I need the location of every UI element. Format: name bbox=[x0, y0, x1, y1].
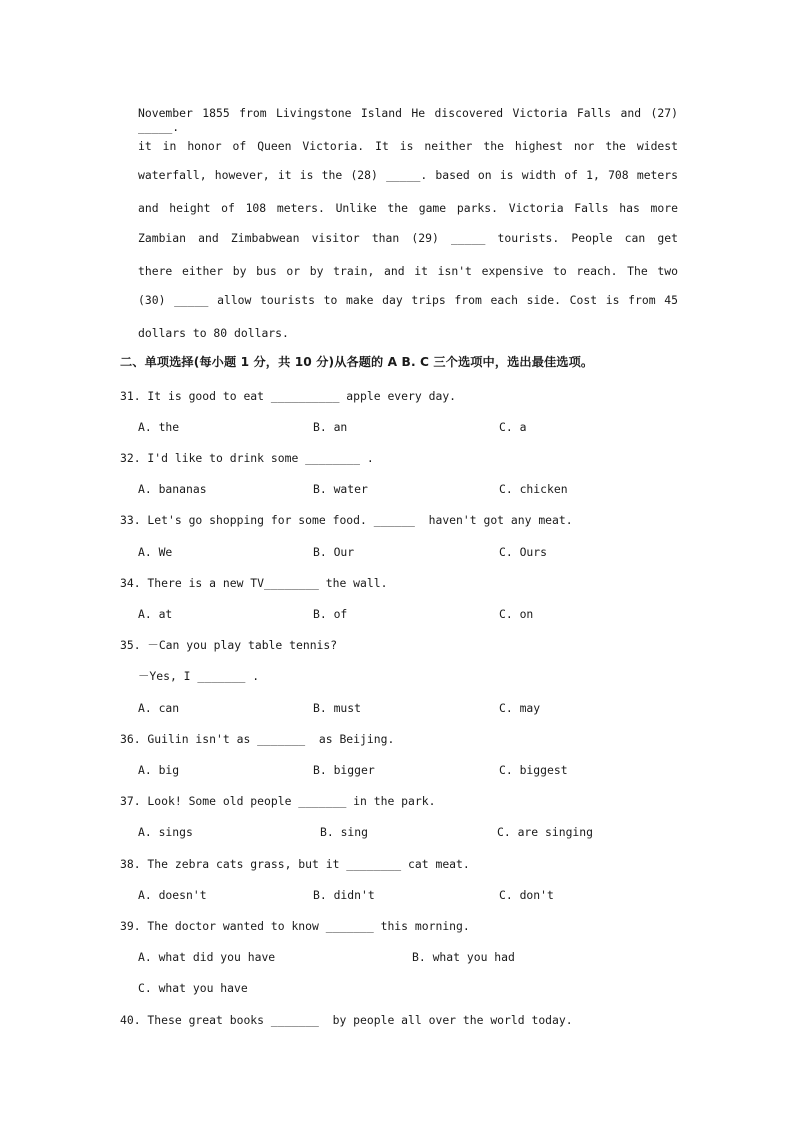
passage-line: (30) _____ allow tourists to make day trips from each side. Cost is from 45 bbox=[138, 293, 678, 307]
question-stem: 33. Let's go shopping for some food. ______ haven't got any meat. bbox=[120, 513, 573, 527]
option-c: C. what you have bbox=[138, 981, 248, 995]
option-b: B. sing bbox=[320, 825, 369, 839]
question-stem: 35. －Can you play table tennis? bbox=[120, 638, 338, 652]
option-a: A. the bbox=[138, 420, 180, 434]
passage-line: Zambian and Zimbabwean visitor than (29) _____ tourists. People can get bbox=[138, 231, 678, 245]
option-a: A. what did you have bbox=[138, 950, 276, 964]
question-stem: 34. There is a new TV________ the wall. bbox=[120, 576, 388, 590]
passage-line: there either by bus or by train, and it isn't expensive to reach. The two bbox=[138, 264, 678, 278]
question-stem: 37. Look! Some old people _______ in the park. bbox=[120, 794, 436, 808]
question-stem: 40. These great books _______ by people all over the world today. bbox=[120, 1013, 573, 1027]
question-stem: 38. The zebra cats grass, but it ________ cat meat. bbox=[120, 857, 470, 871]
passage-line: dollars to 80 dollars. bbox=[138, 326, 289, 340]
option-b: B. must bbox=[313, 701, 362, 715]
question-stem: 32. I'd like to drink some ________ . bbox=[120, 451, 374, 465]
option-c: C. chicken bbox=[499, 482, 568, 496]
option-c: C. Ours bbox=[499, 545, 548, 559]
option-a: A. big bbox=[138, 763, 180, 777]
option-a: A. bananas bbox=[138, 482, 207, 496]
option-b: B. water bbox=[313, 482, 368, 496]
question-stem: 39. The doctor wanted to know _______ this morning. bbox=[120, 919, 470, 933]
option-c: C. may bbox=[499, 701, 541, 715]
option-a: A. sings bbox=[138, 825, 193, 839]
passage-line: and height of 108 meters. Unlike the game parks. Victoria Falls has more bbox=[138, 201, 678, 215]
option-b: B. Our bbox=[313, 545, 355, 559]
option-a: A. can bbox=[138, 701, 180, 715]
passage-line: it in honor of Queen Victoria. It is neither the highest nor the widest bbox=[138, 139, 678, 153]
option-c: C. are singing bbox=[497, 825, 594, 839]
option-b: B. of bbox=[313, 607, 348, 621]
option-c: C. biggest bbox=[499, 763, 568, 777]
option-a: A. at bbox=[138, 607, 173, 621]
question-stem-reply: －Yes, I _______ . bbox=[138, 669, 260, 683]
option-b: B. didn't bbox=[313, 888, 375, 902]
option-c: C. on bbox=[499, 607, 534, 621]
option-a: A. We bbox=[138, 545, 173, 559]
option-b: B. bigger bbox=[313, 763, 375, 777]
question-stem: 31. It is good to eat __________ apple every day. bbox=[120, 389, 457, 403]
option-b: B. an bbox=[313, 420, 348, 434]
question-stem: 36. Guilin isn't as _______ as Beijing. bbox=[120, 732, 395, 746]
section-heading: 二、单项选择(每小题 1 分，共 10 分)从各题的 A B. C 三个选项中，选出最佳选项。 bbox=[120, 355, 594, 369]
passage-line: waterfall, however, it is the (28) _____. based on is width of 1, 708 meters bbox=[138, 168, 678, 182]
option-a: A. doesn't bbox=[138, 888, 207, 902]
option-b: B. what you had bbox=[412, 950, 515, 964]
passage-line: November 1855 from Livingstone Island He discovered Victoria Falls and (27) _____. bbox=[138, 106, 678, 134]
option-c: C. a bbox=[499, 420, 527, 434]
option-c: C. don't bbox=[499, 888, 554, 902]
